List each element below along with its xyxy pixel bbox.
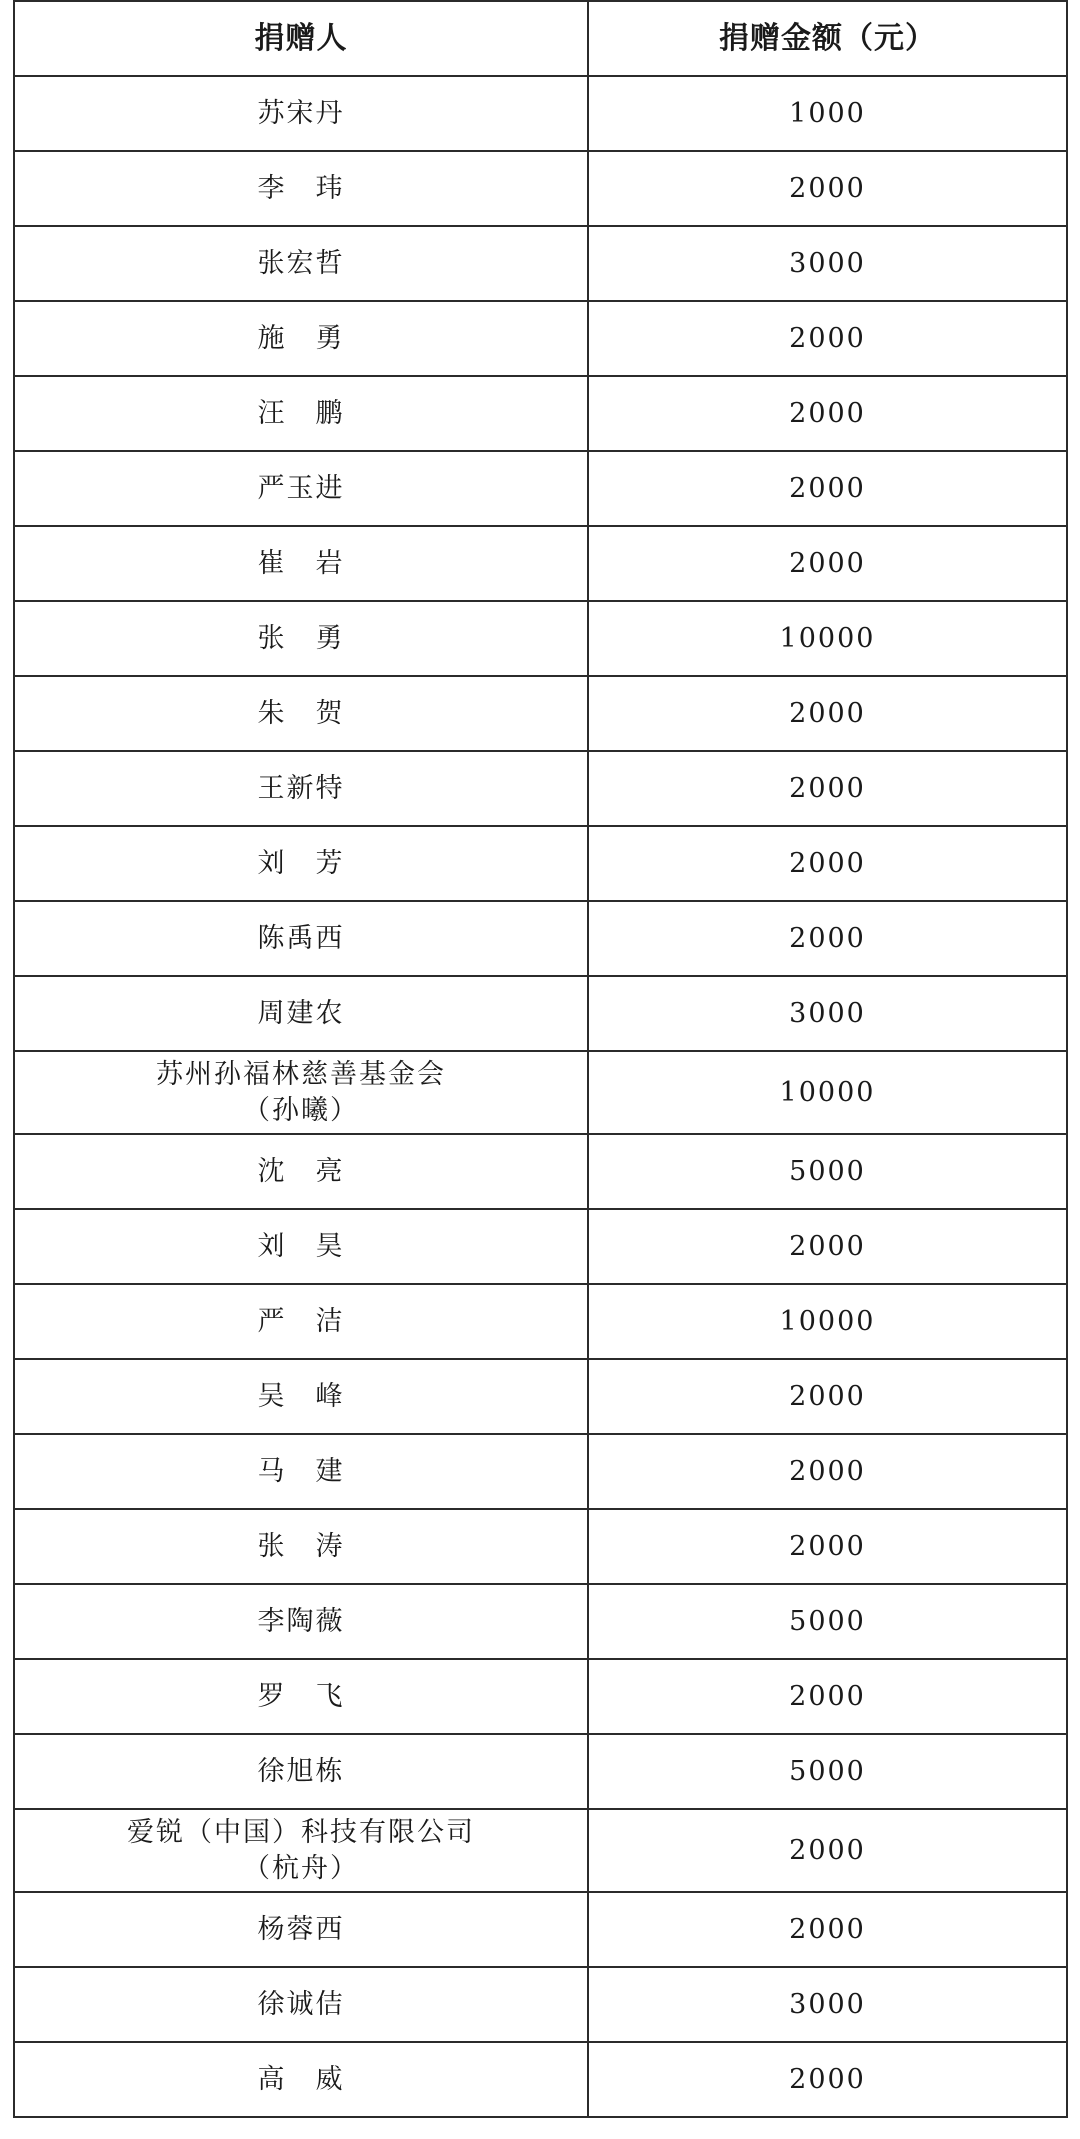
- donor-name-cell: 杨蓉西: [14, 1892, 588, 1967]
- donation-table: [13, 0, 1068, 2118]
- table-row: [14, 1809, 1067, 1892]
- donation-amount-cell: 2000: [588, 301, 1067, 376]
- table-row: [14, 226, 1067, 301]
- table-row: [14, 751, 1067, 826]
- donor-name-cell: 刘 芳: [14, 826, 588, 901]
- donor-name-cell: 张宏哲: [14, 226, 588, 301]
- amount-column-header: 捐赠金额（元）: [588, 1, 1067, 76]
- donation-amount-cell: 2000: [588, 901, 1067, 976]
- donation-amount-cell: 2000: [588, 1809, 1067, 1892]
- table-row: [14, 601, 1067, 676]
- table-row: [14, 1892, 1067, 1967]
- donor-column-header: 捐赠人: [14, 1, 588, 76]
- donor-name-cell: 苏州孙福林慈善基金会 （孙曦）: [14, 1051, 588, 1134]
- donor-name-cell: 李陶薇: [14, 1584, 588, 1659]
- table-row: [14, 976, 1067, 1051]
- donor-name-cell: 李 玮: [14, 151, 588, 226]
- table-row: [14, 76, 1067, 151]
- table-header-row: [14, 1, 1067, 76]
- table-row: [14, 1734, 1067, 1809]
- donor-name-cell: 爱锐（中国）科技有限公司 （杭舟）: [14, 1809, 588, 1892]
- table-row: [14, 1967, 1067, 2042]
- table-row: [14, 1359, 1067, 1434]
- donation-amount-cell: 2000: [588, 451, 1067, 526]
- table-row: [14, 826, 1067, 901]
- donation-table-container: [13, 0, 1066, 2118]
- table-row: [14, 1509, 1067, 1584]
- donation-amount-cell: 5000: [588, 1584, 1067, 1659]
- donation-amount-cell: 10000: [588, 601, 1067, 676]
- donor-name-cell: 王新特: [14, 751, 588, 826]
- table-row: [14, 1584, 1067, 1659]
- donation-amount-cell: 2000: [588, 1434, 1067, 1509]
- donation-amount-cell: 3000: [588, 1967, 1067, 2042]
- donor-name-cell: 刘 昊: [14, 1209, 588, 1284]
- donation-amount-cell: 2000: [588, 751, 1067, 826]
- donor-name-cell: 崔 岩: [14, 526, 588, 601]
- donor-name-cell: 沈 亮: [14, 1134, 588, 1209]
- donation-amount-cell: 2000: [588, 151, 1067, 226]
- donor-name-cell: 吴 峰: [14, 1359, 588, 1434]
- table-row: [14, 1434, 1067, 1509]
- donation-amount-cell: 2000: [588, 826, 1067, 901]
- donor-name-cell: 徐旭栋: [14, 1734, 588, 1809]
- donation-amount-cell: 2000: [588, 1209, 1067, 1284]
- donor-name-cell: 施 勇: [14, 301, 588, 376]
- donation-amount-cell: 2000: [588, 1892, 1067, 1967]
- donor-name-cell: 周建农: [14, 976, 588, 1051]
- table-row: [14, 1051, 1067, 1134]
- donation-amount-cell: 2000: [588, 526, 1067, 601]
- donation-amount-cell: 3000: [588, 226, 1067, 301]
- table-row: [14, 1284, 1067, 1359]
- table-row: [14, 2042, 1067, 2117]
- donor-name-cell: 苏宋丹: [14, 76, 588, 151]
- donor-name-cell: 汪 鹏: [14, 376, 588, 451]
- donor-name-cell: 马 建: [14, 1434, 588, 1509]
- donor-name-cell: 罗 飞: [14, 1659, 588, 1734]
- table-row: [14, 301, 1067, 376]
- table-row: [14, 1659, 1067, 1734]
- donor-name-cell: 张 勇: [14, 601, 588, 676]
- donation-amount-cell: 2000: [588, 376, 1067, 451]
- donor-name-cell: 陈禹西: [14, 901, 588, 976]
- donor-name-cell: 高 威: [14, 2042, 588, 2117]
- donation-amount-cell: 10000: [588, 1051, 1067, 1134]
- donor-name-cell: 严玉进: [14, 451, 588, 526]
- donation-amount-cell: 5000: [588, 1134, 1067, 1209]
- table-row: [14, 676, 1067, 751]
- donation-amount-cell: 10000: [588, 1284, 1067, 1359]
- donor-name-cell: 张 涛: [14, 1509, 588, 1584]
- table-row: [14, 901, 1067, 976]
- table-row: [14, 1134, 1067, 1209]
- donation-amount-cell: 2000: [588, 1659, 1067, 1734]
- donor-name-cell: 徐诚佶: [14, 1967, 588, 2042]
- table-row: [14, 451, 1067, 526]
- donor-name-cell: 朱 贺: [14, 676, 588, 751]
- donation-amount-cell: 5000: [588, 1734, 1067, 1809]
- donor-name-cell: 严 洁: [14, 1284, 588, 1359]
- donation-amount-cell: 2000: [588, 1359, 1067, 1434]
- table-row: [14, 151, 1067, 226]
- donation-amount-cell: 2000: [588, 676, 1067, 751]
- table-row: [14, 376, 1067, 451]
- donation-amount-cell: 2000: [588, 1509, 1067, 1584]
- donation-amount-cell: 3000: [588, 976, 1067, 1051]
- donation-amount-cell: 1000: [588, 76, 1067, 151]
- table-row: [14, 1209, 1067, 1284]
- donation-amount-cell: 2000: [588, 2042, 1067, 2117]
- table-row: [14, 526, 1067, 601]
